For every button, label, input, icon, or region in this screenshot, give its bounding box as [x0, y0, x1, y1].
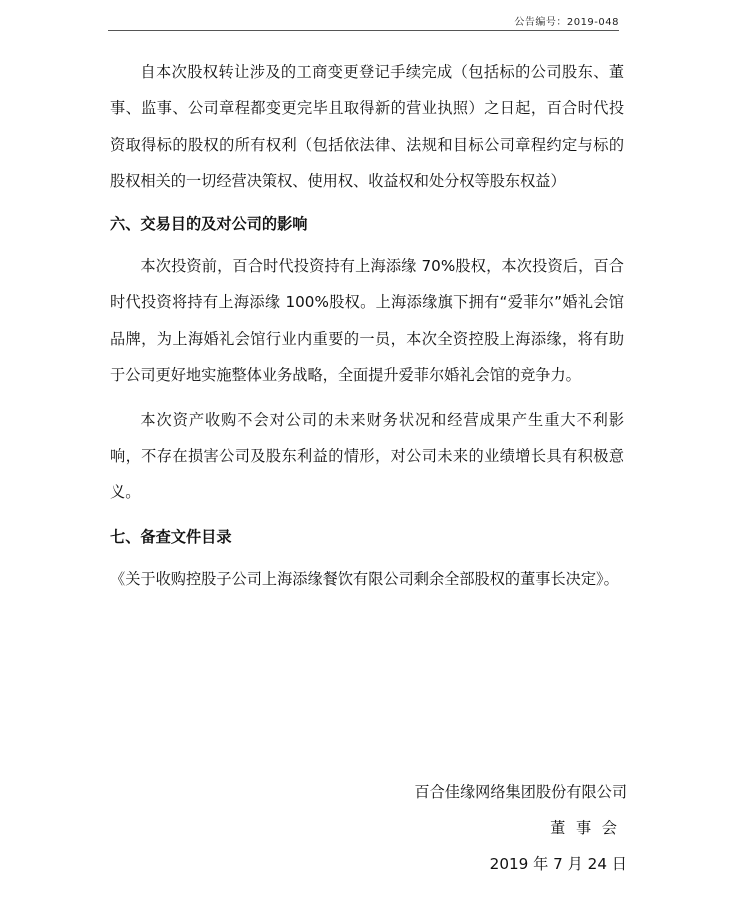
paragraph-equity-transfer: 自本次股权转让涉及的工商变更登记手续完成（包括标的公司股东、董事、监事、公司章程都变更完毕且取得新的营业执照）之日起，百合时代投资取得标的股权的所有权利（包括依法律、法规和目标公司章程约定与标的股权相关的一切经营决策权、使用权、收益权和处分权等股东权益）	[110, 63, 624, 191]
section-7-title: 七、备查文件目录	[110, 527, 232, 546]
announcement-number: 公告编号：2019-048	[514, 17, 619, 28]
document-body	[110, 54, 624, 598]
paragraph-financial-impact: 本次资产收购不会对公司的未来财务状况和经营成果产生重大不利影响，不存在损害公司及股东利益的情形，对公司未来的业绩增长具有积极意义。	[110, 410, 624, 502]
signature-date: 2019 年 7 月 24 日	[489, 855, 627, 873]
page-header	[108, 0, 619, 31]
signature-block	[414, 774, 627, 882]
signature-company: 百合佳缘网络集团股份有限公司	[414, 783, 627, 801]
signature-board: 董事会	[550, 819, 628, 837]
paragraph-investment-purpose: 本次投资前，百合时代投资持有上海添缘 70%股权，本次投资后，百合时代投资将持有上海添缘 100%股权。上海添缘旗下拥有“爱菲尔”婚礼会馆品牌，为上海婚礼会馆行业内重要的一员，本次全资控股上海添缘，将有助于公司更好地实施整体业务战略，全面提升爱菲尔婚礼会馆的竞争力。	[110, 257, 624, 385]
section-6-title: 六、交易目的及对公司的影响	[110, 214, 308, 233]
paragraph-reference-documents: 《关于收购控股子公司上海添缘餐饮有限公司剩余全部股权的董事长决定》。	[110, 570, 619, 589]
